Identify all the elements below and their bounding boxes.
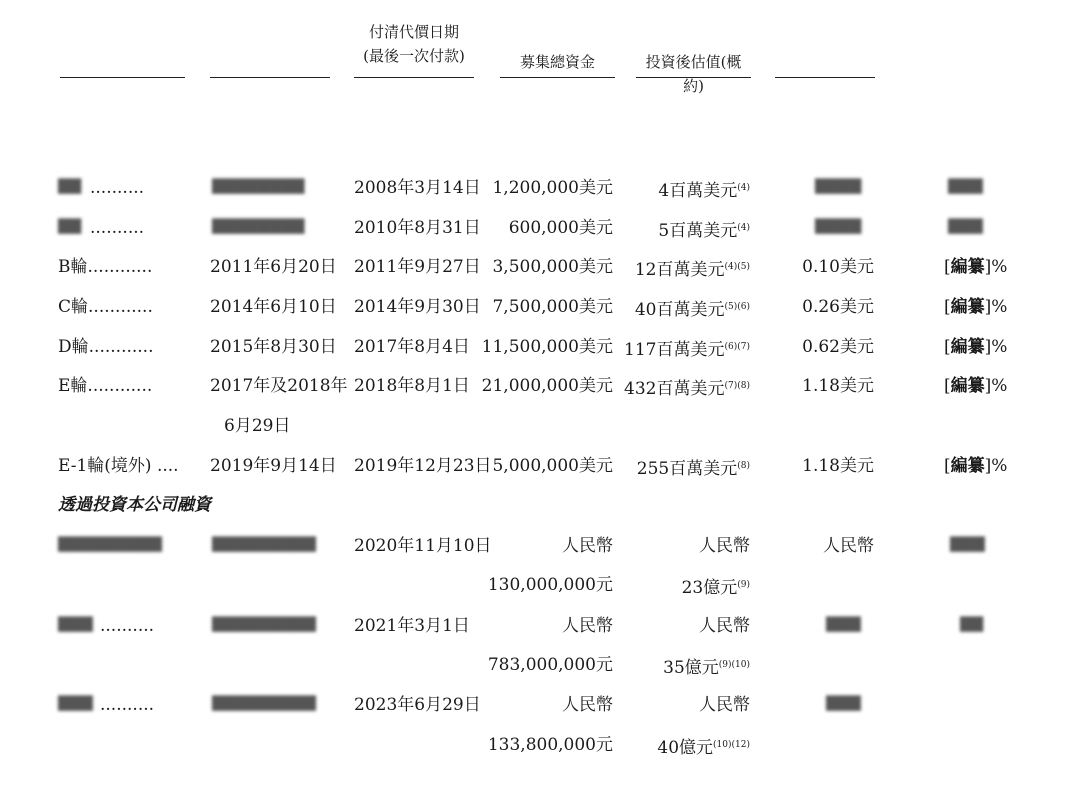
pct-open: [ xyxy=(944,376,951,396)
round-leader: ............ xyxy=(88,337,154,357)
valuation-value: 12百萬美元 xyxy=(634,260,725,280)
raised-top-2: 600,000美元 xyxy=(508,218,613,238)
percentage xyxy=(944,374,1007,398)
valuation-note: (5)(6) xyxy=(724,302,750,312)
section-title: 透過投資本公司融資 xyxy=(58,495,211,515)
raised: 11,500,000美元 xyxy=(481,337,613,357)
valuation-top-2 xyxy=(620,216,750,243)
raised: 7,500,000美元 xyxy=(492,297,613,317)
valuation-note: (8) xyxy=(737,461,750,471)
valuation-top-1-value: 4百萬美元 xyxy=(658,181,738,201)
raised-currency: 人民幣 xyxy=(562,536,613,556)
leader-dots-1: .......... xyxy=(90,178,145,198)
pct-open: [ xyxy=(944,297,951,317)
pct-close: ]% xyxy=(984,337,1008,357)
pct-close: ]% xyxy=(984,456,1008,476)
round-label xyxy=(58,255,152,279)
paid-date: 2019年12月23日 xyxy=(354,456,492,476)
pct-close: ]% xyxy=(984,257,1008,277)
valuation-top-1 xyxy=(620,176,750,203)
leader-dots: .......... xyxy=(100,616,155,636)
redacted-date-1: ▇▇▇▇▇▇▇▇ xyxy=(212,176,305,194)
header-rule-3 xyxy=(354,77,474,78)
percentage xyxy=(944,454,1007,478)
redacted-cost-1: ▇▇▇▇ xyxy=(815,176,862,194)
header-paid-date-line2: (最後一次付款) xyxy=(363,47,465,65)
pct-redacted: 編纂 xyxy=(950,376,985,396)
paid-date-top-1: 2008年3月14日 xyxy=(354,178,481,198)
agree-date: 2017年及2018年 xyxy=(210,376,348,396)
pct-redacted: 編纂 xyxy=(950,257,985,277)
redacted-round-2: ▇▇ xyxy=(58,216,82,234)
valuation xyxy=(610,374,750,401)
paid-date: 2014年9月30日 xyxy=(354,297,481,317)
header-raised: 募集總資金 xyxy=(519,53,595,71)
valuation xyxy=(610,454,750,481)
valuation-currency: 人民幣 xyxy=(699,616,750,636)
redacted-cost: ▇▇▇ xyxy=(826,693,861,711)
raised: 5,000,000美元 xyxy=(492,456,613,476)
cost: 0.62美元 xyxy=(802,337,874,357)
redacted-date: ▇▇▇▇▇▇▇▇▇ xyxy=(212,693,316,711)
header-rule-1 xyxy=(60,77,185,78)
round-leader: ............ xyxy=(88,297,153,317)
valuation-value: 255百萬美元 xyxy=(636,459,738,479)
header-rule-4 xyxy=(500,77,615,78)
redacted-date: ▇▇▇▇▇▇▇▇▇ xyxy=(212,614,316,632)
valuation-value: 432百萬美元 xyxy=(624,379,725,399)
paid-date-top-2: 2010年8月31日 xyxy=(354,218,481,238)
paid-date: 2021年3月1日 xyxy=(354,616,470,636)
raised-amount: 133,800,000元 xyxy=(487,735,613,755)
valuation-note: (10)(12) xyxy=(713,740,750,750)
percentage xyxy=(944,335,1007,359)
redacted-round: ▇▇▇ xyxy=(58,614,93,632)
leader-dots: .......... xyxy=(100,695,155,715)
round-name: B輪 xyxy=(58,257,88,277)
valuation-top-1-note: (4) xyxy=(737,183,750,193)
round-label xyxy=(58,454,179,478)
header-rule-5 xyxy=(636,77,751,78)
redacted-pct: ▇▇ xyxy=(960,614,984,632)
redacted-pct-2: ▇▇▇ xyxy=(948,216,983,234)
pct-open: [ xyxy=(944,337,951,357)
valuation-top-2-value: 5百萬美元 xyxy=(658,221,738,241)
valuation-amount xyxy=(610,653,750,680)
pct-redacted: 編纂 xyxy=(950,297,985,317)
agree-date: 2011年6月20日 xyxy=(210,257,337,277)
agree-date: 2019年9月14日 xyxy=(210,456,337,476)
round-leader: ............ xyxy=(87,376,153,396)
agree-date: 2015年8月30日 xyxy=(210,337,337,357)
redacted-pct: ▇▇▇ xyxy=(950,534,985,552)
redacted-round-1: ▇▇ xyxy=(58,176,82,194)
redacted-pct-1: ▇▇▇ xyxy=(948,176,983,194)
raised-amount: 130,000,000元 xyxy=(487,575,613,595)
cost: 0.10美元 xyxy=(802,257,874,277)
valuation-top-2-note: (4) xyxy=(737,223,750,233)
valuation-amount xyxy=(610,733,750,760)
redacted-round: ▇▇▇▇▇▇▇▇▇ xyxy=(58,534,162,552)
raised: 21,000,000美元 xyxy=(481,376,613,396)
redacted-cost-2: ▇▇▇▇ xyxy=(815,216,862,234)
raised-currency: 人民幣 xyxy=(562,616,613,636)
header-paid-date-line1: 付清代價日期 xyxy=(368,23,459,41)
round-label xyxy=(58,374,152,398)
round-name: D輪 xyxy=(58,337,89,357)
valuation xyxy=(610,255,750,282)
valuation-note: (6)(7) xyxy=(724,342,750,352)
paid-date: 2020年11月10日 xyxy=(354,536,492,556)
raised-currency: 人民幣 xyxy=(562,695,613,715)
pct-close: ]% xyxy=(984,297,1008,317)
paid-date: 2017年8月4日 xyxy=(354,337,470,357)
redacted-date: ▇▇▇▇▇▇▇▇▇ xyxy=(212,534,316,552)
round-name: C輪 xyxy=(58,297,89,317)
valuation-value: 117百萬美元 xyxy=(624,340,725,360)
cost: 0.26美元 xyxy=(802,297,874,317)
valuation-value: 35億元 xyxy=(663,658,719,678)
paid-date: 2011年9月27日 xyxy=(354,257,481,277)
round-label xyxy=(58,335,154,359)
redacted-date-2: ▇▇▇▇▇▇▇▇ xyxy=(212,216,305,234)
valuation-note: (4)(5) xyxy=(724,262,750,272)
pct-open: [ xyxy=(944,257,951,277)
valuation-value: 40億元 xyxy=(657,738,714,758)
valuation-currency: 人民幣 xyxy=(699,536,750,556)
valuation-note: (9)(10) xyxy=(718,660,750,670)
agree-date: 2014年6月10日 xyxy=(210,297,337,317)
header-rule-6 xyxy=(775,77,875,78)
leader-dots-2: .......... xyxy=(90,218,145,238)
pct-redacted: 編纂 xyxy=(950,456,985,476)
pct-open: [ xyxy=(944,456,951,476)
cost: 1.18美元 xyxy=(802,456,874,476)
pct-close: ]% xyxy=(984,376,1008,396)
valuation-currency: 人民幣 xyxy=(699,695,750,715)
valuation xyxy=(610,295,750,322)
round-leader: ............ xyxy=(87,257,153,277)
cost: 1.18美元 xyxy=(802,376,874,396)
valuation-note: (9) xyxy=(737,580,750,590)
valuation-note: (7)(8) xyxy=(724,381,750,391)
agree-date-line2: 6月29日 xyxy=(224,416,291,436)
round-name: E輪 xyxy=(58,376,88,396)
valuation-amount xyxy=(610,573,750,600)
header-paid-date xyxy=(355,20,473,68)
valuation xyxy=(610,335,750,362)
raised-top-1: 1,200,000美元 xyxy=(492,178,613,198)
paid-date: 2023年6月29日 xyxy=(354,695,481,715)
paid-date: 2018年8月1日 xyxy=(354,376,470,396)
cost-currency: 人民幣 xyxy=(823,536,874,556)
redacted-cost: ▇▇▇ xyxy=(826,614,861,632)
header-rule-2 xyxy=(210,77,330,78)
round-name: E-1輪(境外) xyxy=(58,456,152,476)
raised: 3,500,000美元 xyxy=(492,257,613,277)
valuation-value: 23億元 xyxy=(681,578,738,598)
percentage xyxy=(944,255,1007,279)
pct-redacted: 編纂 xyxy=(950,337,985,357)
header-valuation: 投資後估值(概約) xyxy=(645,53,742,95)
valuation-value: 40百萬美元 xyxy=(634,300,725,320)
redacted-round: ▇▇▇ xyxy=(58,693,93,711)
round-leader: .... xyxy=(156,456,179,476)
round-label xyxy=(58,295,153,319)
raised-amount: 783,000,000元 xyxy=(487,655,613,675)
percentage xyxy=(944,295,1007,319)
